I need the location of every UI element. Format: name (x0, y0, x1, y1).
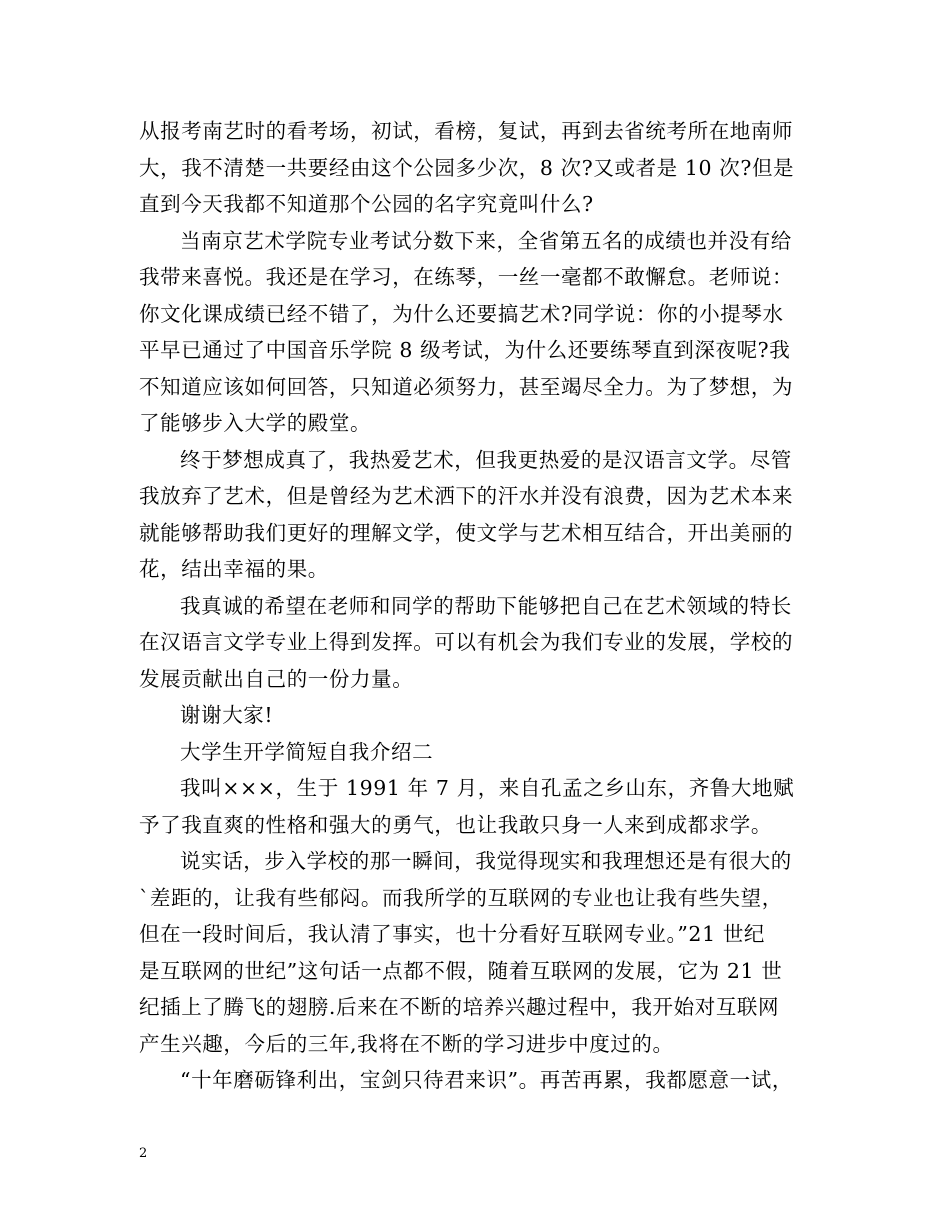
text-line: 了能够步入大学的殿堂。 (139, 411, 372, 435)
text-line: 予了我直爽的性格和强大的勇气，也让我敢只身一人来到成都求学。 (139, 813, 772, 837)
text-line: 花，结出幸福的果。 (139, 557, 329, 581)
text-line: 就能够帮助我们更好的理解文学，使文学与艺术相互结合，开出美丽的 (139, 521, 794, 545)
text-line: 在汉语言文学专业上得到发挥。可以有机会为我们专业的发展，学校的 (139, 630, 794, 654)
text-line: 我叫×××，生于 1991 年 7 月，来自孔孟之乡山东，齐鲁大地赋 (180, 776, 795, 800)
text-line: 我带来喜悦。我还是在学习，在练琴，一丝一毫都不敢懈怠。老师说： (139, 265, 794, 289)
text-line: 当南京艺术学院专业考试分数下来，全省第五名的成绩也并没有给 (180, 229, 792, 253)
text-line: 但在一段时间后，我认清了事实，也十分看好互联网专业。”21 世纪 (139, 922, 766, 946)
section-heading: 大学生开学简短自我介绍二 (180, 740, 434, 764)
text-line: “十年磨砺锋利出，宝剑只待君来识”。再苦再累，我都愿意一试， (180, 1068, 793, 1092)
text-line: 纪插上了腾飞的翅膀.后来在不断的培养兴趣过程中，我开始对互联网 (139, 995, 780, 1019)
text-line: 终于梦想成真了，我热爱艺术，但我更热爱的是汉语言文学。尽管 (180, 448, 792, 472)
text-line: 谢谢大家! (180, 703, 274, 727)
text-line: 我放弃了艺术，但是曾经为艺术洒下的汗水并没有浪费，因为艺术本来 (139, 484, 794, 508)
text-line: 你文化课成绩已经不错了，为什么还要搞艺术?同学说：你的小提琴水 (139, 302, 784, 326)
text-line: 我真诚的希望在老师和同学的帮助下能够把自己在艺术领域的特长 (180, 594, 792, 618)
text-line: 是互联网的世纪”这句话一点都不假，随着互联网的发展，它为 21 世 (139, 959, 783, 983)
text-line: 从报考南艺时的看考场，初试，看榜，复试，再到去省统考所在地南师 (139, 119, 794, 143)
text-line: 大，我不清楚一共要经由这个公园多少次，8 次?又或者是 10 次?但是 (139, 156, 795, 180)
page-number: 2 (139, 1146, 148, 1161)
text-line: 说实话，步入学校的那一瞬间，我觉得现实和我理想还是有很大的 (180, 849, 792, 873)
text-line: `差距的，让我有些郁闷。而我所学的互联网的专业也让我有些失望， (139, 886, 783, 910)
text-line: 直到今天我都不知道那个公园的名字究竟叫什么? (139, 192, 594, 216)
text-line: 产生兴趣，今后的三年,我将在不断的学习进步中度过的。 (139, 1032, 674, 1056)
text-line: 发展贡献出自己的一份力量。 (139, 667, 414, 691)
text-line: 平早已通过了中国音乐学院 8 级考试，为什么还要练琴直到深夜呢?我 (139, 338, 791, 362)
text-line: 不知道应该如何回答，只知道必须努力，甚至竭尽全力。为了梦想，为 (139, 375, 794, 399)
